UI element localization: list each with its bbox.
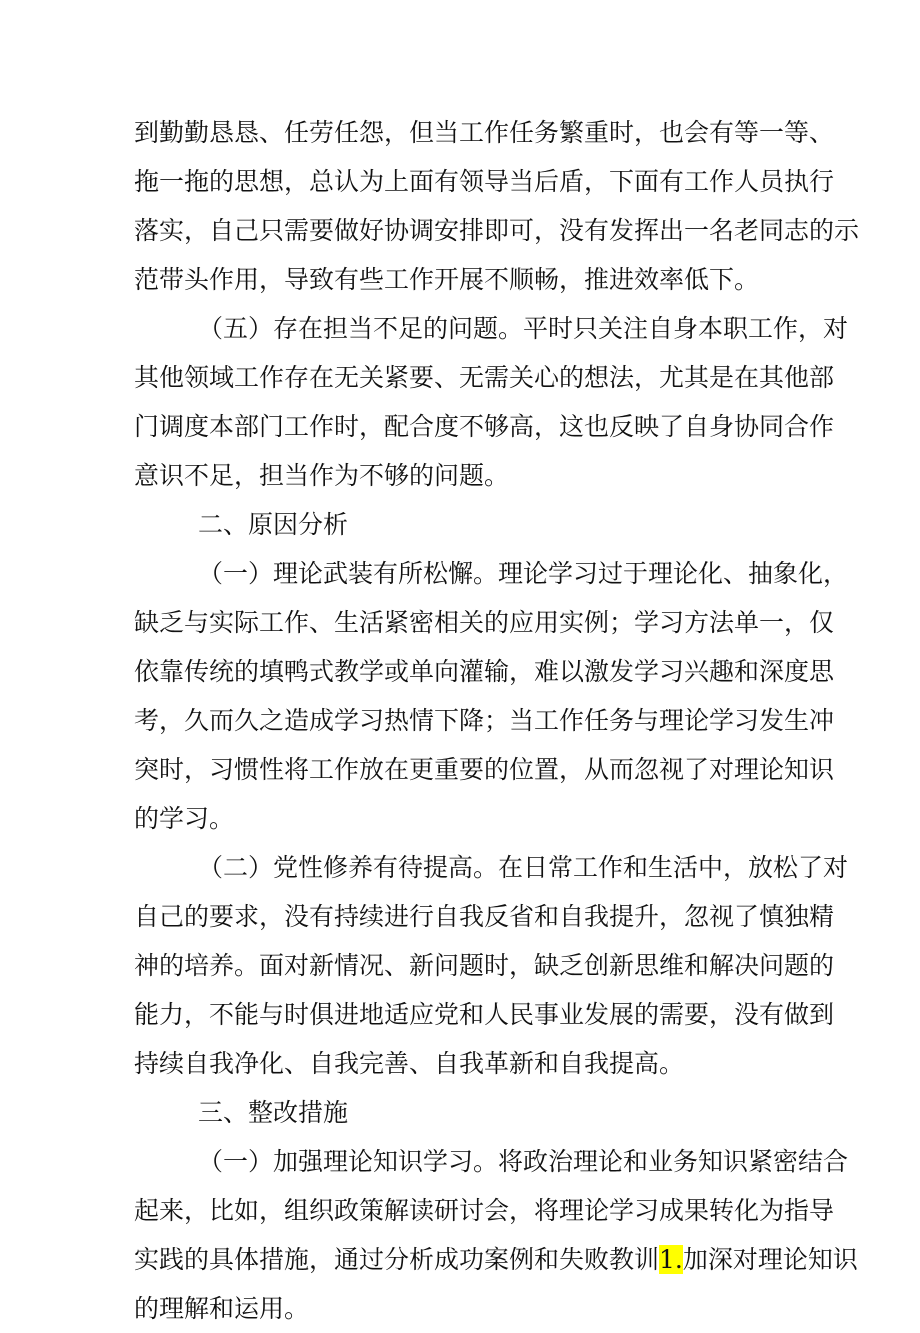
text-line: 考，久而久之造成学习热情下降；当工作任务与理论学习发生冲 bbox=[134, 706, 835, 735]
text-segment: 加深对理论知识 bbox=[682, 1245, 858, 1274]
text-line-last: 的理解和运用。 bbox=[134, 1294, 310, 1323]
text-line: 范带头作用，导致有些工作开展不顺畅，推进效率低下。 bbox=[134, 265, 760, 294]
text-line: （一）理论武装有所松懈。理论学习过于理论化、抽象化， bbox=[198, 559, 849, 588]
text-lines bbox=[134, 108, 860, 1235]
text-line: 其他领域工作存在无关紧要、无需关心的想法，尤其是在其他部 bbox=[134, 363, 835, 392]
highlighted-marker: 1. bbox=[659, 1245, 683, 1274]
text-line: 持续自我净化、自我完善、自我革新和自我提高。 bbox=[134, 1049, 685, 1078]
text-line: 落实，自己只需要做好协调安排即可，没有发挥出一名老同志的示 bbox=[134, 216, 860, 245]
text-line: 自己的要求，没有持续进行自我反省和自我提升，忽视了慎独精 bbox=[134, 902, 835, 931]
text-line: 意识不足，担当作为不够的问题。 bbox=[134, 461, 510, 490]
text-line: 突时，习惯性将工作放在更重要的位置，从而忽视了对理论知识 bbox=[134, 755, 835, 784]
text-line: （一）加强理论知识学习。将政治理论和业务知识紧密结合 bbox=[198, 1147, 849, 1176]
text-line: 的学习。 bbox=[134, 804, 235, 833]
text-line: 二、原因分析 bbox=[198, 510, 349, 539]
text-line: 门调度本部门工作时，配合度不够高，这也反映了自身协同合作 bbox=[134, 412, 835, 441]
text-line: 拖一拖的思想，总认为上面有领导当后盾，下面有工作人员执行 bbox=[134, 167, 835, 196]
text-segment: 实践的具体措施，通过分析成功案例和失败教训 bbox=[134, 1245, 660, 1274]
document-body bbox=[134, 108, 860, 1333]
text-line: 依靠传统的填鸭式教学或单向灌输，难以激发学习兴趣和深度思 bbox=[134, 657, 835, 686]
text-line: 起来，比如，组织政策解读研讨会，将理论学习成果转化为指导 bbox=[134, 1196, 835, 1225]
text-line: 神的培养。面对新情况、新问题时，缺乏创新思维和解决问题的 bbox=[134, 951, 835, 980]
text-line: 缺乏与实际工作、生活紧密相关的应用实例；学习方法单一，仅 bbox=[134, 608, 835, 637]
text-line: （二）党性修养有待提高。在日常工作和生活中，放松了对 bbox=[198, 853, 849, 882]
text-line: 三、整改措施 bbox=[198, 1098, 349, 1127]
text-line-highlighted bbox=[134, 1235, 858, 1284]
text-line: （五）存在担当不足的问题。平时只关注自身本职工作，对 bbox=[198, 314, 849, 343]
text-line: 能力，不能与时俱进地适应党和人民事业发展的需要，没有做到 bbox=[134, 1000, 835, 1029]
text-line: 到勤勤恳恳、任劳任怨，但当工作任务繁重时，也会有等一等、 bbox=[134, 118, 835, 147]
